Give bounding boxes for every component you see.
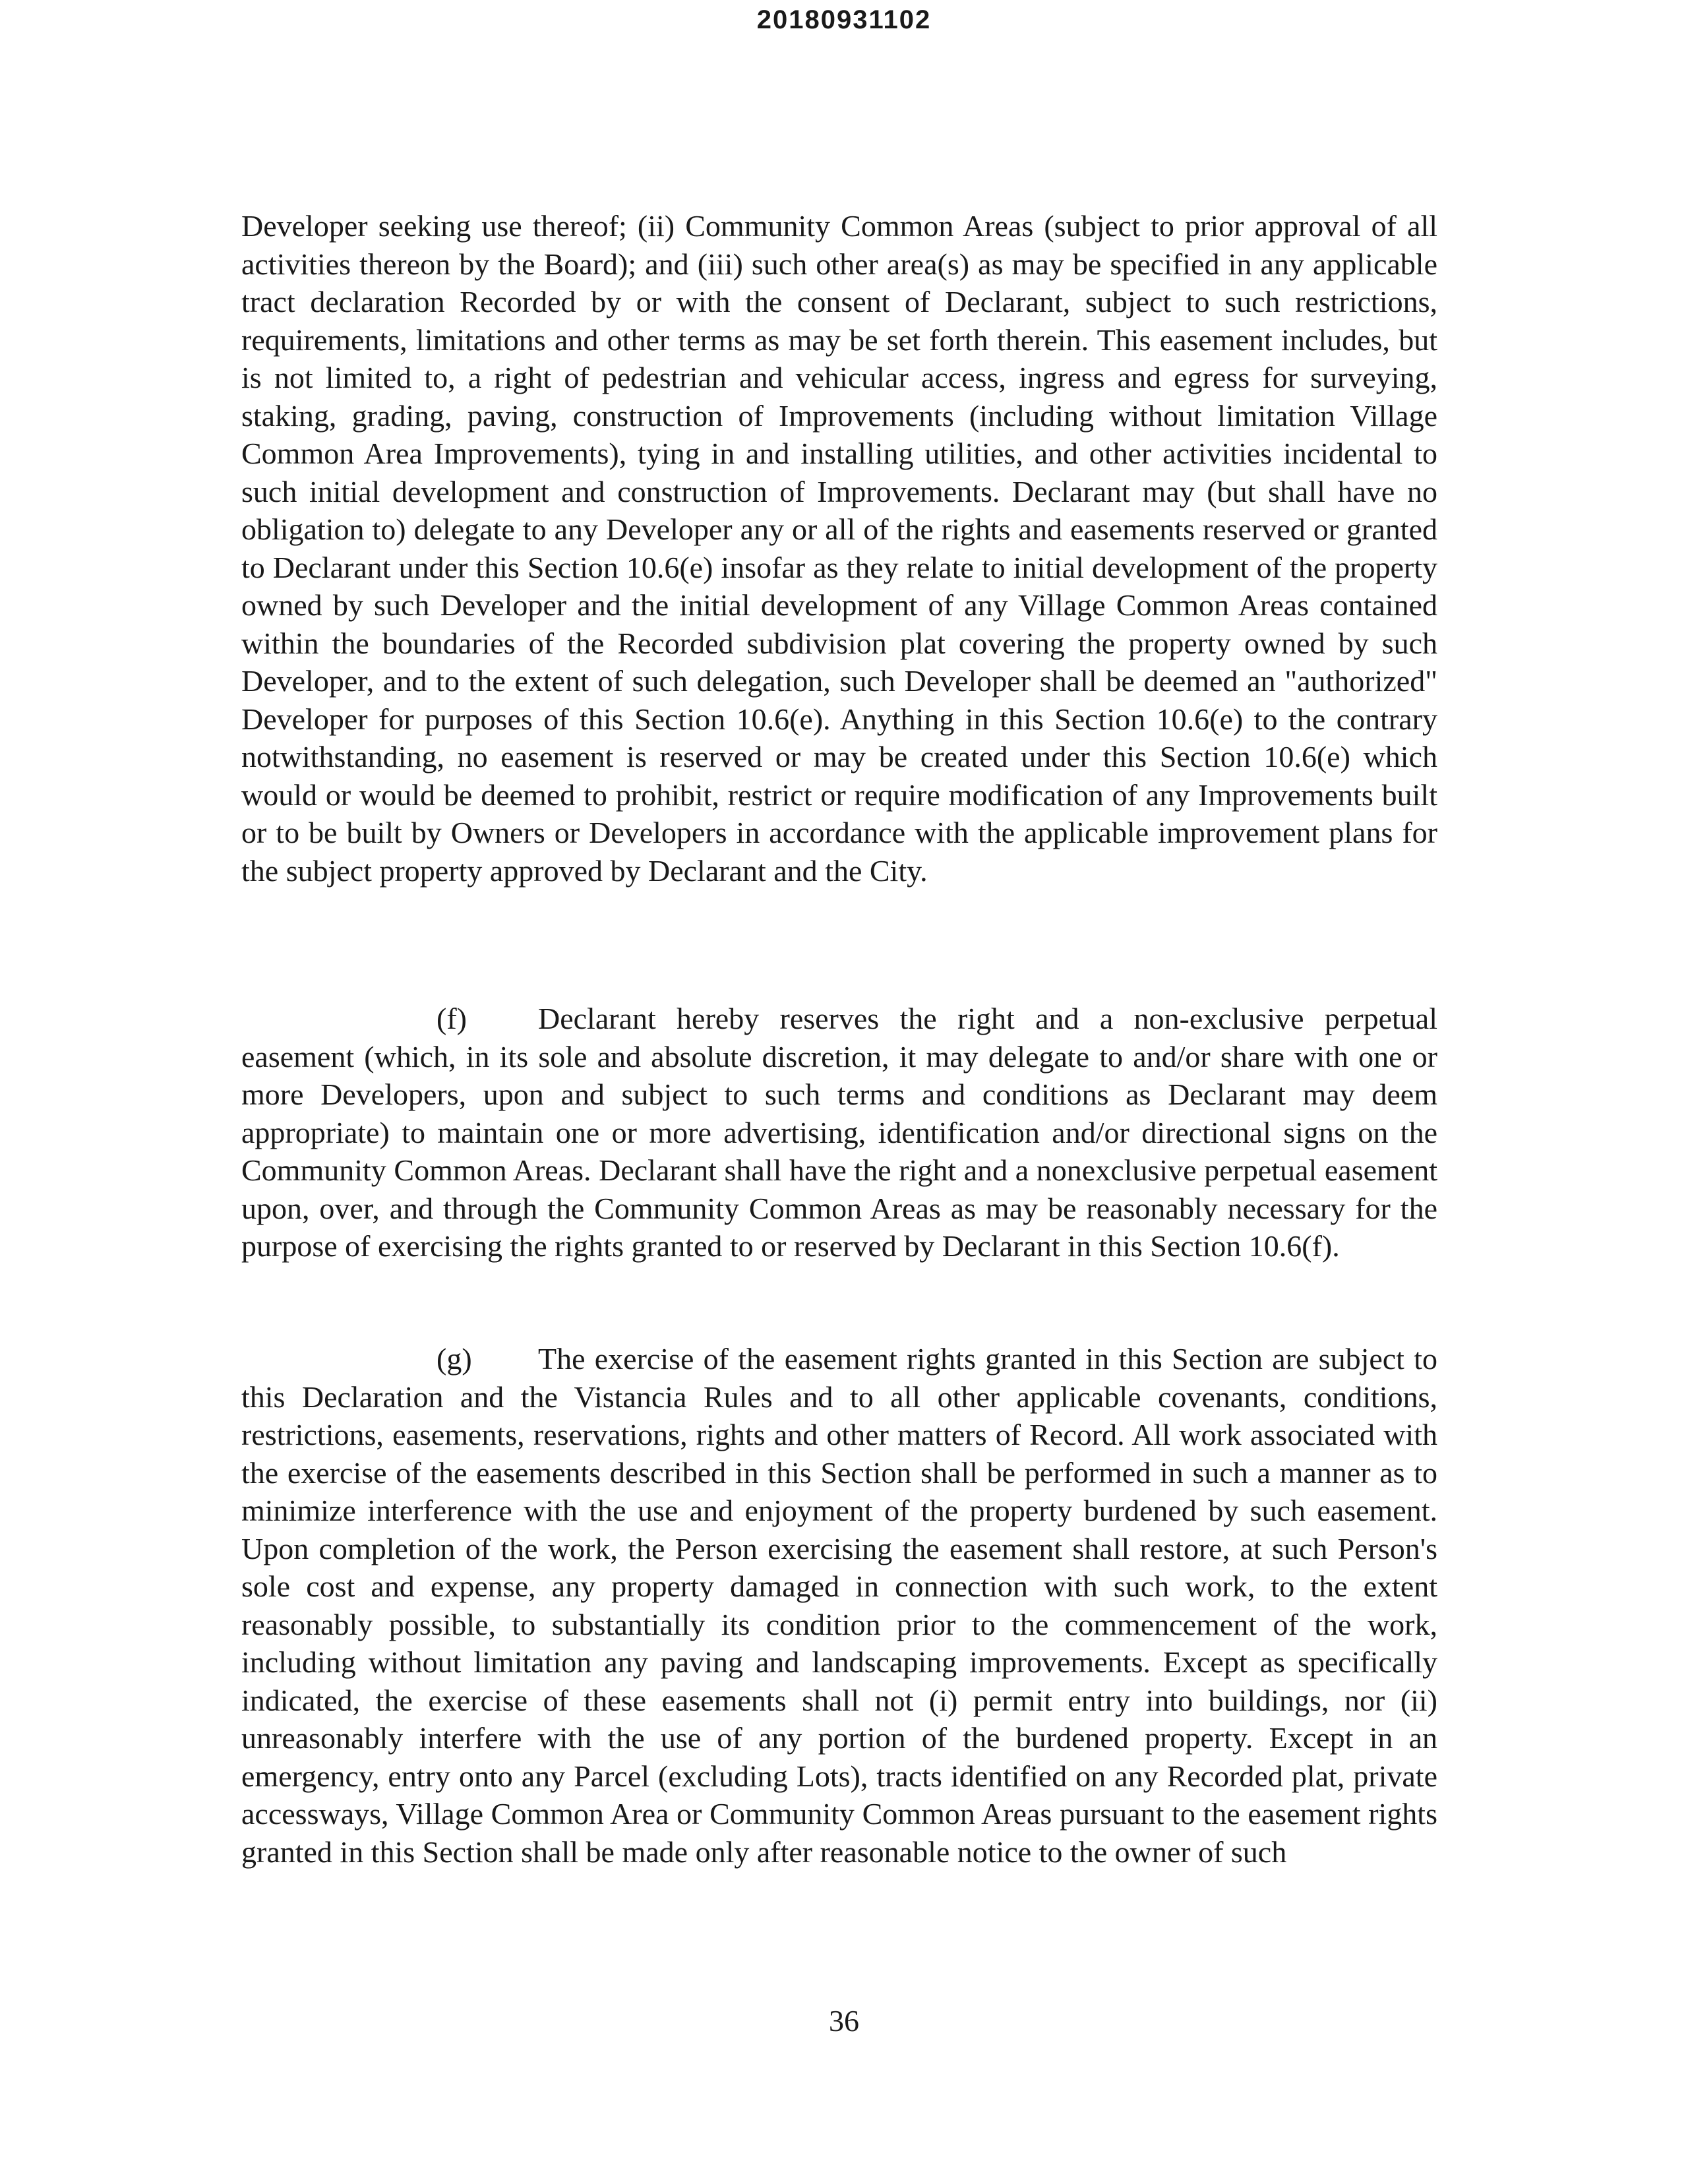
paragraph-f-text: Declarant hereby reserves the right and a non-exclusive perpetual easement (which, in its sole and absolute discretion, it may delegate to and/or share with one or more Developers, upon and subject to such terms and conditions as Declarant may deem appropriate) to maintain one or more advertising, identification and/or directional signs on the Community Common Areas. Declarant shall have the right and a nonexclusive perpetual easement upon, over, and through the Community Common Areas as may be reasonably necessary for the purpose of exercising the rights granted to or reserved by Declarant in this Section 10.6(f). (241, 1002, 1437, 1263)
document-number: 20180931102 (756, 5, 932, 34)
paragraph-f-label: (f) (437, 1002, 467, 1035)
page-number: 36 (829, 2004, 859, 2038)
paragraph-f (241, 1000, 1437, 1265)
paragraph-g (241, 1340, 1437, 1871)
paragraph-g-label: (g) (437, 1342, 472, 1376)
paragraph-continuation (241, 207, 1437, 890)
paragraph-continuation-text: Developer seeking use thereof; (ii) Community Common Areas (subject to prior approval of all activities thereon by the Board); and (iii) such other area(s) as may be specified in any applicable tract declaration Recorded by or with the consent of Declarant, subject to such restrictions, requirements, limitations and other terms as may be set forth therein. This easement includes, but is not limited to, a right of pedestrian and vehicular access, ingress and egress for surveying, staking, grading, paving, construction of Improvements (including without limitation Village Common Area Improvements), tying in and installing utilities, and other activities incidental to such initial development and construction of Improvements. Declarant may (but shall have no obligation to) delegate to any Developer any or all of the rights and easements reserved or granted to Declarant under this Section 10.6(e) insofar as they relate to initial development of the property owned by such Developer and the initial development of any Village Common Areas contained within the boundaries of the Recorded subdivision plat covering the property owned by such Developer, and to the extent of such delegation, such Developer shall be deemed an "authorized" Developer for purposes of this Section 10.6(e). Anything in this Section 10.6(e) to the contrary notwithstanding, no easement is reserved or may be created under this Section 10.6(e) which would or would be deemed to prohibit, restrict or require modification of any Improvements built or to be built by Owners or Developers in accordance with the applicable improvement plans for the subject property approved by Declarant and the City. (241, 209, 1437, 888)
paragraph-g-text: The exercise of the easement rights granted in this Section are subject to this Declaration and the Vistancia Rules and to all other applicable covenants, conditions, restrictions, easements, reservations, rights and other matters of Record. All work associated with the exercise of the easements described in this Section shall be performed in such a manner as to minimize interference with the use and enjoyment of the property burdened by such easement. Upon completion of the work, the Person exercising the easement shall restore, at such Person's sole cost and expense, any property damaged in connection with such work, to the extent reasonably possible, to substantially its condition prior to the commencement of the work, including without limitation any paving and landscaping improvements. Except as specifically indicated, the exercise of these easements shall not (i) permit entry into buildings, nor (ii) unreasonably interfere with the use of any portion of the burdened property. Except in an emergency, entry onto any Parcel (excluding Lots), tracts identified on any Recorded plat, private accessways, Village Common Area or Community Common Areas pursuant to the easement rights granted in this Section shall be made only after reasonable notice to the owner of such (241, 1342, 1437, 1869)
